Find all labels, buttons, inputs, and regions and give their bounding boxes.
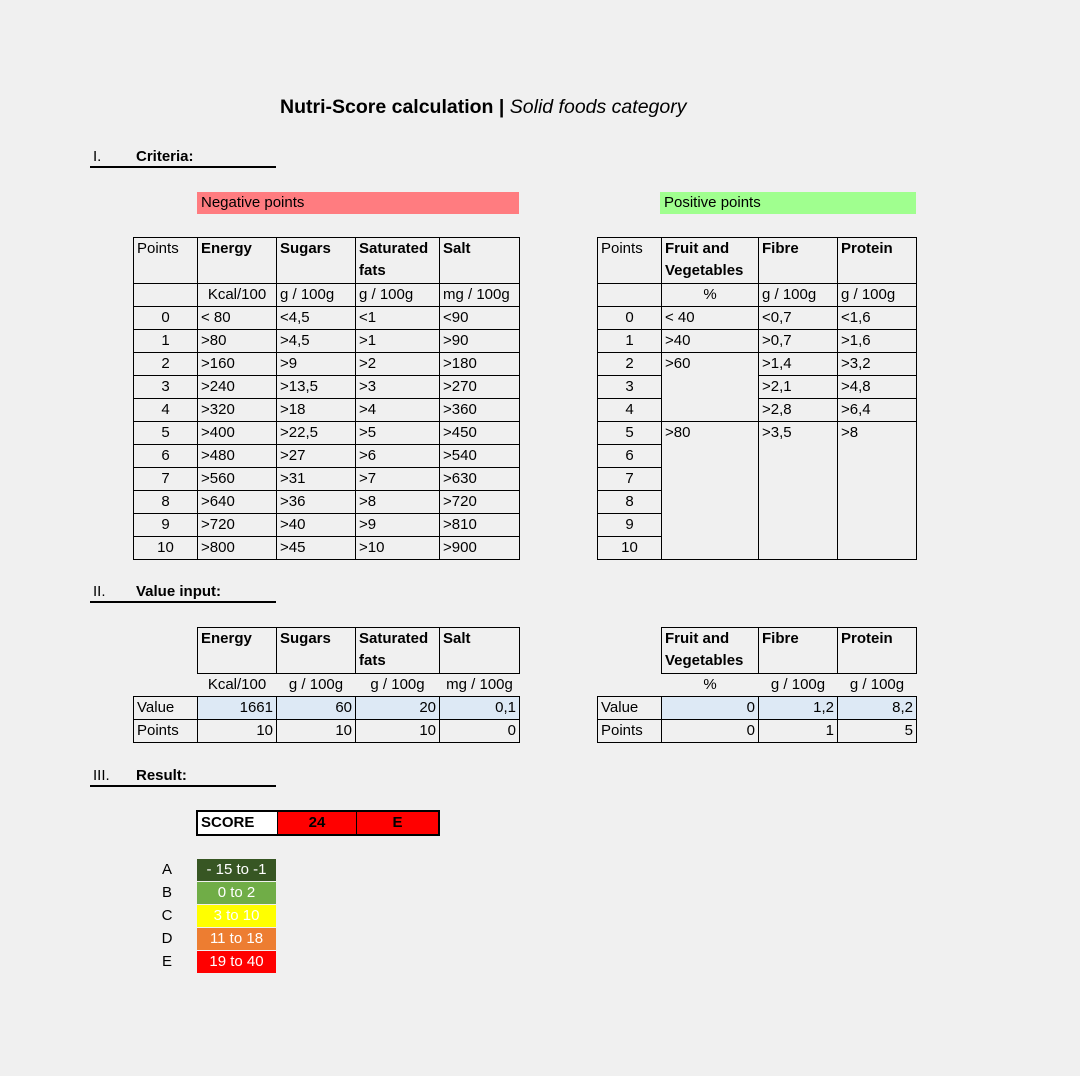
sugars-header: Sugars bbox=[277, 628, 356, 674]
saturated-fats-threshold: >10 bbox=[356, 537, 440, 560]
salt-threshold: >630 bbox=[440, 468, 520, 491]
fibre-threshold: >0,7 bbox=[759, 330, 838, 353]
salt-points: 0 bbox=[440, 720, 520, 743]
saturated-fats-threshold: >9 bbox=[356, 514, 440, 537]
unit-cell: g / 100g bbox=[277, 674, 356, 697]
score-value: 24 bbox=[277, 812, 356, 834]
section-label: Result: bbox=[136, 767, 187, 784]
points-cell: 9 bbox=[134, 514, 198, 537]
unit-cell: Kcal/100 bbox=[198, 674, 277, 697]
sugars-threshold: >18 bbox=[277, 399, 356, 422]
saturated-fats-threshold: <1 bbox=[356, 307, 440, 330]
title-separator: | bbox=[498, 96, 505, 118]
unit-cell: g / 100g bbox=[838, 674, 917, 697]
section-number: II. bbox=[93, 583, 106, 600]
saturated-fats-value-input[interactable]: 20 bbox=[356, 697, 440, 720]
saturated-fats-threshold: >4 bbox=[356, 399, 440, 422]
saturated-fats-threshold: >1 bbox=[356, 330, 440, 353]
saturated-fats-points: 10 bbox=[356, 720, 440, 743]
unit-cell: % bbox=[662, 284, 759, 307]
points-cell: 5 bbox=[134, 422, 198, 445]
points-cell: 8 bbox=[134, 491, 198, 514]
energy-points: 10 bbox=[198, 720, 277, 743]
saturated-fats-threshold: >7 bbox=[356, 468, 440, 491]
fruit-threshold: >40 bbox=[662, 330, 759, 353]
sugars-threshold: >13,5 bbox=[277, 376, 356, 399]
fibre-value-input[interactable]: 1,2 bbox=[759, 697, 838, 720]
unit-cell: g / 100g bbox=[277, 284, 356, 307]
title-main: Nutri-Score calculation bbox=[280, 96, 494, 118]
fibre-header: Fibre bbox=[759, 628, 838, 674]
unit-cell: g / 100g bbox=[759, 674, 838, 697]
saturated-fats-threshold: >5 bbox=[356, 422, 440, 445]
fruit-threshold: >60 bbox=[662, 353, 759, 422]
fruit-vegetables-header: Fruit and Vegetables bbox=[662, 628, 759, 674]
points-cell: 3 bbox=[134, 376, 198, 399]
points-header: Points bbox=[134, 238, 198, 284]
protein-header: Protein bbox=[838, 238, 917, 284]
salt-value-input[interactable]: 0,1 bbox=[440, 697, 520, 720]
points-cell: 10 bbox=[134, 537, 198, 560]
section-number: III. bbox=[93, 767, 110, 784]
criteria-row bbox=[134, 376, 520, 399]
criteria-row bbox=[134, 514, 520, 537]
legend-letter: A bbox=[161, 861, 172, 878]
fruit-vegetables-header: Fruit and Vegetables bbox=[662, 238, 759, 284]
points-header: Points bbox=[598, 238, 662, 284]
fibre-threshold: <0,7 bbox=[759, 307, 838, 330]
saturated-fats-header: Saturated fats bbox=[356, 238, 440, 284]
points-cell: 2 bbox=[134, 353, 198, 376]
energy-threshold: >640 bbox=[198, 491, 277, 514]
points-cell: 10 bbox=[598, 537, 662, 560]
saturated-fats-threshold: >6 bbox=[356, 445, 440, 468]
points-cell: 7 bbox=[598, 468, 662, 491]
unit-cell: g / 100g bbox=[759, 284, 838, 307]
sugars-threshold: >4,5 bbox=[277, 330, 356, 353]
fibre-threshold: >1,4 bbox=[759, 353, 838, 376]
points-cell: 8 bbox=[598, 491, 662, 514]
energy-threshold: >240 bbox=[198, 376, 277, 399]
fibre-threshold: >2,1 bbox=[759, 376, 838, 399]
unit-cell: g / 100g bbox=[356, 284, 440, 307]
points-cell: 4 bbox=[598, 399, 662, 422]
legend-letter: B bbox=[161, 884, 172, 901]
legend-range: 3 to 10 bbox=[197, 905, 276, 927]
saturated-fats-threshold: >8 bbox=[356, 491, 440, 514]
legend-letter: D bbox=[161, 930, 173, 947]
page-title bbox=[280, 96, 686, 119]
protein-points: 5 bbox=[838, 720, 917, 743]
fibre-header: Fibre bbox=[759, 238, 838, 284]
protein-threshold: >1,6 bbox=[838, 330, 917, 353]
value-label: Value bbox=[134, 697, 198, 720]
salt-header: Salt bbox=[440, 238, 520, 284]
salt-threshold: >450 bbox=[440, 422, 520, 445]
criteria-row bbox=[134, 491, 520, 514]
points-label: Points bbox=[134, 720, 198, 743]
energy-threshold: >560 bbox=[198, 468, 277, 491]
saturated-fats-threshold: >3 bbox=[356, 376, 440, 399]
protein-threshold: >8 bbox=[838, 422, 917, 560]
energy-header: Energy bbox=[198, 628, 277, 674]
sugars-value-input[interactable]: 60 bbox=[277, 697, 356, 720]
sugars-threshold: >40 bbox=[277, 514, 356, 537]
fibre-points: 1 bbox=[759, 720, 838, 743]
sugars-threshold: >27 bbox=[277, 445, 356, 468]
salt-header: Salt bbox=[440, 628, 520, 674]
sugars-threshold: >9 bbox=[277, 353, 356, 376]
energy-threshold: >160 bbox=[198, 353, 277, 376]
legend-range: 11 to 18 bbox=[197, 928, 276, 950]
salt-threshold: >720 bbox=[440, 491, 520, 514]
salt-threshold: <90 bbox=[440, 307, 520, 330]
score-grade: E bbox=[356, 812, 438, 834]
points-cell: 3 bbox=[598, 376, 662, 399]
criteria-row bbox=[134, 307, 520, 330]
legend-range: 0 to 2 bbox=[197, 882, 276, 904]
energy-threshold: >720 bbox=[198, 514, 277, 537]
negative-points-banner: Negative points bbox=[197, 192, 519, 214]
saturated-fats-header: Saturated fats bbox=[356, 628, 440, 674]
points-cell: 1 bbox=[134, 330, 198, 353]
energy-threshold: >480 bbox=[198, 445, 277, 468]
points-cell: 6 bbox=[134, 445, 198, 468]
title-subtitle: Solid foods category bbox=[509, 96, 687, 118]
section-label: Criteria: bbox=[136, 148, 194, 165]
fibre-threshold: >2,8 bbox=[759, 399, 838, 422]
unit-cell: mg / 100g bbox=[440, 674, 520, 697]
legend-letter: E bbox=[161, 953, 172, 970]
section-value-input bbox=[90, 583, 276, 603]
criteria-row bbox=[134, 445, 520, 468]
salt-threshold: >810 bbox=[440, 514, 520, 537]
points-cell: 1 bbox=[598, 330, 662, 353]
points-cell: 2 bbox=[598, 353, 662, 376]
points-cell: 0 bbox=[598, 307, 662, 330]
negative-input-table bbox=[133, 627, 520, 743]
criteria-row bbox=[134, 353, 520, 376]
points-cell: 0 bbox=[134, 307, 198, 330]
salt-threshold: >180 bbox=[440, 353, 520, 376]
criteria-row bbox=[134, 422, 520, 445]
protein-threshold: >6,4 bbox=[838, 399, 917, 422]
salt-threshold: >90 bbox=[440, 330, 520, 353]
criteria-row bbox=[134, 399, 520, 422]
sugars-threshold: >36 bbox=[277, 491, 356, 514]
points-cell: 7 bbox=[134, 468, 198, 491]
protein-threshold: >3,2 bbox=[838, 353, 917, 376]
criteria-row bbox=[134, 468, 520, 491]
points-label: Points bbox=[598, 720, 662, 743]
energy-threshold: >320 bbox=[198, 399, 277, 422]
fruit-threshold: < 40 bbox=[662, 307, 759, 330]
energy-value-input[interactable]: 1661 bbox=[198, 697, 277, 720]
points-cell: 6 bbox=[598, 445, 662, 468]
negative-criteria-table bbox=[133, 237, 520, 560]
unit-cell: g / 100g bbox=[838, 284, 917, 307]
section-criteria bbox=[90, 148, 276, 168]
sugars-header: Sugars bbox=[277, 238, 356, 284]
sugars-threshold: >22,5 bbox=[277, 422, 356, 445]
unit-cell: g / 100g bbox=[356, 674, 440, 697]
protein-threshold: <1,6 bbox=[838, 307, 917, 330]
section-number: I. bbox=[93, 148, 102, 165]
energy-threshold: >80 bbox=[198, 330, 277, 353]
legend-range: - 15 to -1 bbox=[197, 859, 276, 881]
legend-range: 19 to 40 bbox=[197, 951, 276, 973]
energy-threshold: >800 bbox=[198, 537, 277, 560]
points-cell: 5 bbox=[598, 422, 662, 445]
protein-threshold: >4,8 bbox=[838, 376, 917, 399]
unit-cell: % bbox=[662, 674, 759, 697]
legend-letter: C bbox=[161, 907, 173, 924]
protein-header: Protein bbox=[838, 628, 917, 674]
positive-input-table bbox=[597, 627, 917, 743]
positive-points-banner: Positive points bbox=[660, 192, 916, 214]
energy-threshold: >400 bbox=[198, 422, 277, 445]
saturated-fats-threshold: >2 bbox=[356, 353, 440, 376]
salt-threshold: >360 bbox=[440, 399, 520, 422]
points-cell: 4 bbox=[134, 399, 198, 422]
protein-value-input[interactable]: 8,2 bbox=[838, 697, 917, 720]
section-result bbox=[90, 767, 276, 787]
section-label: Value input: bbox=[136, 583, 222, 600]
fruit-vegetables-points: 0 bbox=[662, 720, 759, 743]
energy-threshold: < 80 bbox=[198, 307, 277, 330]
unit-cell: Kcal/100 bbox=[198, 284, 277, 307]
criteria-row bbox=[134, 537, 520, 560]
sugars-threshold: >31 bbox=[277, 468, 356, 491]
sugars-threshold: <4,5 bbox=[277, 307, 356, 330]
fruit-vegetables-value-input[interactable]: 0 bbox=[662, 697, 759, 720]
salt-threshold: >540 bbox=[440, 445, 520, 468]
salt-threshold: >270 bbox=[440, 376, 520, 399]
sugars-threshold: >45 bbox=[277, 537, 356, 560]
positive-criteria-table bbox=[597, 237, 917, 560]
fibre-threshold: >3,5 bbox=[759, 422, 838, 560]
salt-threshold: >900 bbox=[440, 537, 520, 560]
criteria-row bbox=[134, 330, 520, 353]
unit-cell: mg / 100g bbox=[440, 284, 520, 307]
value-label: Value bbox=[598, 697, 662, 720]
sugars-points: 10 bbox=[277, 720, 356, 743]
points-cell: 9 bbox=[598, 514, 662, 537]
energy-header: Energy bbox=[198, 238, 277, 284]
score-box bbox=[196, 810, 440, 836]
fruit-threshold: >80 bbox=[662, 422, 759, 560]
score-label: SCORE bbox=[198, 812, 277, 834]
